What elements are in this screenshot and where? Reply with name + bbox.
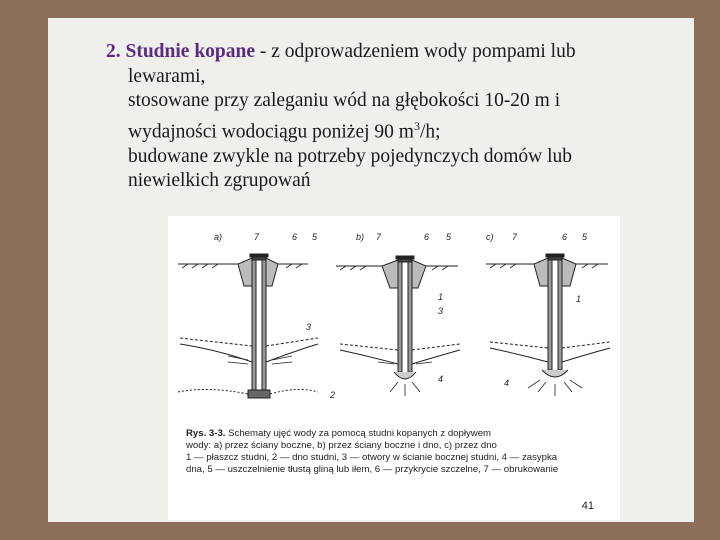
panel-label-b: b) xyxy=(356,232,365,242)
label-a-3: 3 xyxy=(306,322,312,332)
label-c-5: 5 xyxy=(582,232,588,242)
caption-line-1 xyxy=(186,428,616,440)
label-b-3: 3 xyxy=(438,306,444,316)
slide xyxy=(48,18,694,522)
caption-rys: Rys. 3-3. xyxy=(186,428,226,439)
text-line-4-main: wydajności wodociągu poniżej 90 m xyxy=(128,121,414,142)
caption-line-3: 1 — płaszcz studni, 2 — dno studni, 3 — otwory w ścianie bocznej studni, 4 — zasypka xyxy=(186,452,558,463)
panel-label-a: a) xyxy=(214,232,223,242)
item-title: Studnie kopane xyxy=(125,41,256,62)
text-line-4 xyxy=(106,114,686,145)
superscript-3: 3 xyxy=(413,118,420,133)
text-line-3: stosowane przy zaleganiu wód na głębokości 10-20 m i xyxy=(128,90,561,111)
label-c-7: 7 xyxy=(512,232,518,242)
well-diagram-figure xyxy=(168,216,620,520)
caption-line-4: dna, 5 — uszczelnienie tłustą gliną lub iłem, 6 — przykrycie szczelne, 7 — obrukowanie xyxy=(186,464,559,475)
figure-caption xyxy=(186,428,616,476)
label-b-1: 1 xyxy=(438,292,444,302)
label-b-7: 7 xyxy=(376,232,382,242)
caption-line-2: wody: a) przez ściany boczne, b) przez ściany boczne i dno, c) przez dno xyxy=(186,440,497,451)
label-b-6: 6 xyxy=(424,232,430,242)
text-line-5: budowane zwykle na potrzeby pojedynczych domów lub xyxy=(128,145,573,167)
text-line-2: lewarami, xyxy=(128,65,206,87)
text-line-4-end: /h; xyxy=(419,121,441,142)
heading-line xyxy=(106,40,686,65)
label-b-4: 4 xyxy=(438,374,444,384)
caption-title: Schematy ujęć wody za pomocą studni kopanych z dopływem xyxy=(225,428,492,439)
text-line-6: niewielkich zgrupowań xyxy=(128,170,311,191)
label-a-6: 6 xyxy=(292,232,298,242)
label-c-6: 6 xyxy=(562,232,568,242)
page-number: 41 xyxy=(581,500,594,512)
label-a-2: 2 xyxy=(330,390,336,400)
label-c-4: 4 xyxy=(504,378,510,388)
label-a-7: 7 xyxy=(254,232,260,242)
label-a-5: 5 xyxy=(312,232,318,242)
item-description: - z odprowadzeniem wody pompami lub xyxy=(255,41,576,62)
label-b-5: 5 xyxy=(446,232,452,242)
panel-label-c: c) xyxy=(486,232,494,242)
item-number: 2. xyxy=(106,41,121,62)
well-a xyxy=(178,254,318,398)
well-c xyxy=(486,254,610,396)
slide-text xyxy=(106,40,686,194)
label-c-1: 1 xyxy=(576,294,582,304)
